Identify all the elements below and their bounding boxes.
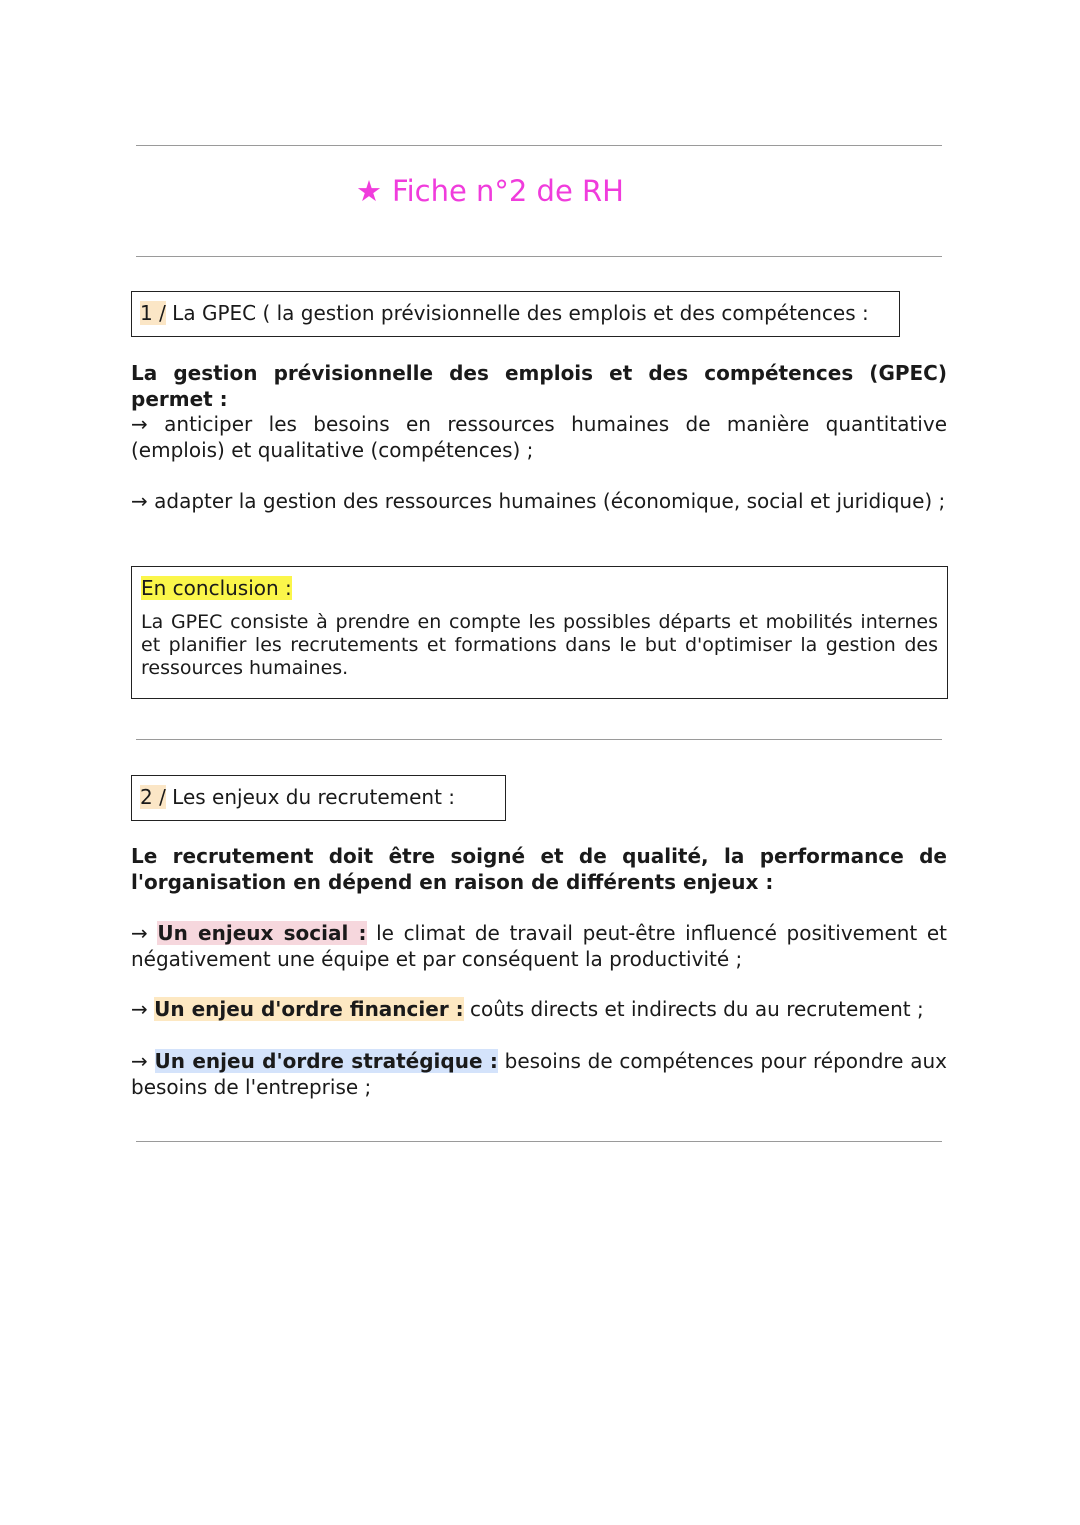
section1-bullet-2: → adapter la gestion des ressources humaines (économique, social et juridique) ; xyxy=(131,489,946,513)
page-title-text: Fiche n°2 de RH xyxy=(392,174,624,208)
divider-bottom xyxy=(136,1141,942,1142)
divider-middle xyxy=(136,739,942,740)
item-text-strategique: besoins de compétences pour répondre aux besoins de l'entreprise ; xyxy=(131,1049,947,1099)
section1-heading: La GPEC ( la gestion prévisionnelle des emplois et des compétences : xyxy=(165,301,869,325)
section2-item-strategique xyxy=(131,1048,947,1100)
arrow-icon: → xyxy=(131,921,158,945)
star-icon: ★ xyxy=(356,174,382,208)
section2-item-financier xyxy=(131,996,947,1022)
conclusion-text: La GPEC consiste à prendre en compte les possibles départs et mobilités internes et planifier les recrutements et formations dans le but d'optimiser la gestion des ressources humaines. xyxy=(141,611,938,679)
item-text-social: le climat de travail peut-être influencé positivement et négativement une équipe et par conséquent la productivité ; xyxy=(131,921,948,971)
arrow-icon: → xyxy=(131,997,155,1021)
item-text-financier: coûts directs et indirects du au recrutement ; xyxy=(463,997,924,1021)
section2-intro: Le recrutement doit être soigné et de qualité, la performance de l'organisation en dépend en raison de différents enjeux : xyxy=(131,844,947,894)
section1-number: 1 / xyxy=(140,301,166,325)
section1-intro: La gestion prévisionnelle des emplois et des compétences (GPEC) permet : xyxy=(131,361,947,411)
conclusion-box xyxy=(131,566,948,699)
section1-heading-box xyxy=(131,291,900,337)
item-label-social: Un enjeux social : xyxy=(157,921,367,945)
conclusion-label: En conclusion : xyxy=(141,576,292,600)
section1-bullet-1: → anticiper les besoins en ressources humaines de manière quantitative (emplois) et qualitative (compétences) ; xyxy=(131,412,947,462)
page-title xyxy=(356,174,624,208)
section2-heading: Les enjeux du recrutement : xyxy=(165,785,456,809)
item-label-strategique: Un enjeu d'ordre stratégique : xyxy=(154,1049,498,1073)
arrow-icon: → xyxy=(131,1049,155,1073)
section2-item-social xyxy=(131,920,947,972)
divider-top xyxy=(136,145,942,146)
section2-number: 2 / xyxy=(140,785,166,809)
section2-heading-box xyxy=(131,775,506,821)
item-label-financier: Un enjeu d'ordre financier : xyxy=(154,997,464,1021)
divider-under-title xyxy=(136,256,942,257)
